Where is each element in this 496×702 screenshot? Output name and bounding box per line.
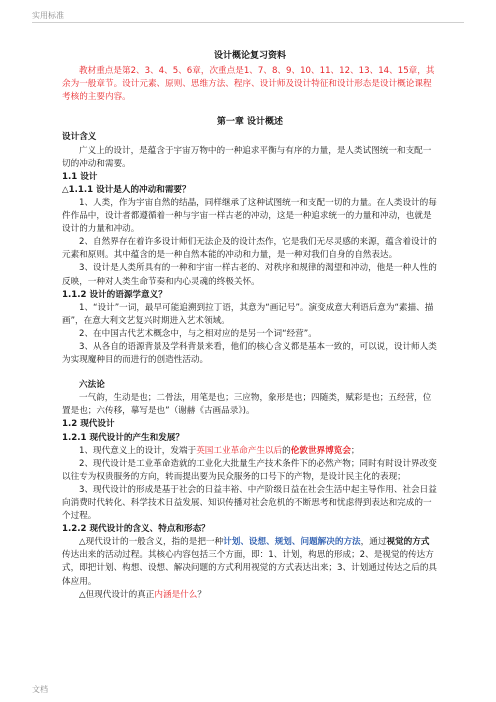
p7-text-b: 的 xyxy=(282,445,291,456)
p7-text-a: 1、现代意义上的设计，发端于 xyxy=(79,445,197,456)
section-1-1: 1.1 设计 xyxy=(62,171,98,182)
section-1-2: 1.2 现代设计 xyxy=(62,419,115,430)
paragraph-3: 3、设计是人类所具有的一种和宇宙一样古老的、对秩序和规律的渴望和冲动，他是一种人性的反映，一种对人类生命节奏和内心灵魂的终极关怀。 xyxy=(62,263,437,287)
p11-text-a: 但现代设计的真正 xyxy=(85,589,155,600)
section-1-1-1-label: 1.1.1 设计是人的冲动和需要？ xyxy=(68,184,191,195)
section-1-1-2: 1.1.2 设计的语源学意义？ xyxy=(62,289,167,300)
page-footer: 文档 xyxy=(32,685,48,694)
header-divider xyxy=(32,22,464,23)
paragraph-1: 1、人类，作为宇宙自然的结晶，同样继承了这种试图统一和支配一切的力量。在人类设计的每件作品中，设计者都遵循着一种与宇宙一样古老的冲动，这是一种追求统一的力量和冲动，也就是设计的力量和冲动。 xyxy=(62,197,437,235)
spacer xyxy=(62,367,438,379)
section-1-2-2: 1.2.2 现代设计的含义、特点和形态？ xyxy=(62,524,210,535)
paragraph-5: 2、在中国古代艺术概念中，与之相对应的是另一个词“经营”。 xyxy=(79,328,317,339)
paragraph-8: 2、现代设计是工业革命造就的工业化大批量生产技术条件下的必然产物；同时有时设计界改变以往专为权贵服务的方向，转而提出要为民众服务的口号下的产物，是设计民主化的表现； xyxy=(62,458,437,482)
page-header: 实用标准 xyxy=(32,11,64,20)
p7-highlight-bold: 伦敦世界博览会 xyxy=(290,445,351,456)
section-definition: 设计含义 xyxy=(62,132,97,143)
section-1-1-1 xyxy=(62,184,438,197)
p11-text-b: ？ xyxy=(197,589,206,600)
paragraph-4: 1、“设计”一词，最早可能追溯到拉丁语，其意为“画记号”。演变成意大利语后意为“素描、描画”，在意大利文艺复兴时期进入艺术领域。 xyxy=(62,302,434,326)
p7-highlight-red: 英国工业革命产生以后 xyxy=(196,445,283,456)
paragraph-2: 2、自然界存在着许多设计师们无法企及的设计杰作，它是我们无尽灵感的来源，蕴含着设计的元素和原则。其中蕴含的是一种自然本能的冲动和力量，是一种对我们自身的自然表达。 xyxy=(62,237,437,261)
p10-text-c: 传达出来的活动过程。其核心内容包括三个方面，即：1、计划，构思的形成；2、是视觉的传达方式，即把计划、构想、设想、解决问题的方式利用视觉的方式表达出来；3、计划通过传达之后的具体应用。 xyxy=(62,550,438,587)
paragraph-7 xyxy=(62,445,438,458)
triangle-marker-icon: △ xyxy=(79,537,86,548)
p11-highlight-red: 内涵是什么 xyxy=(154,589,198,600)
paragraph-6: 3、从各自的语源背景及学科背景来看，他们的核心含义都是基本一致的，可以说，设计师人类为实现魔种目的而进行的创造性活动。 xyxy=(62,341,437,366)
triangle-marker-icon: △ xyxy=(62,184,69,195)
p10-text-a: 现代设计的一般含义，指的是把一种 xyxy=(85,537,224,548)
paragraph-9: 3、现代设计的形成是基于社会的日益丰裕、中产阶级日益在社会生活中起主导作用、社会日益向消费时代转化、科学技术日益发展、知识传播对社会危机的不断思考和忧虑得到表达和完成的一个过程。 xyxy=(62,484,437,522)
p10-highlight-bold: 视觉的方式 xyxy=(386,537,430,548)
p7-text-c: ； xyxy=(350,445,360,456)
triangle-marker-icon: △ xyxy=(79,589,86,600)
document-body xyxy=(62,50,438,602)
definition-paragraph: 广义上的设计，是蕴含于宇宙万物中的一种追求平衡与有序的力量，是人类试图统一和支配一切的冲动和需要。 xyxy=(62,145,432,169)
p10-highlight-blue: 计划、设想、规划、问题解决的方法 xyxy=(223,537,361,548)
chapter-heading: 第一章 设计概述 xyxy=(216,117,284,128)
section-1-2-1: 1.2.1 现代设计的产生和发展？ xyxy=(62,432,184,443)
paragraph-10 xyxy=(62,536,438,588)
paragraph-11 xyxy=(62,589,438,602)
intro-paragraph: 教材重点是第2、3、4、5、6章，次重点是1、7、8、9、10、11、12、13、14、15章，其余为一般章节。设计元素、原则、思维方法、程序、设计师及设计特征和设计形态是设计概论课程考核的主要内容。 xyxy=(62,66,435,103)
p10-text-b: ，通过 xyxy=(360,537,387,548)
section-six-methods: 六法论 xyxy=(79,380,105,391)
six-methods-paragraph: 一气韵，生动是也；二骨法，用笔是也；三应物，象形是也；四随类，赋彩是也；五经营，位置是也；六传移，摹写是也”（谢赫《古画品录》)。 xyxy=(62,393,432,417)
doc-title: 设计概论复习资料 xyxy=(213,51,286,61)
